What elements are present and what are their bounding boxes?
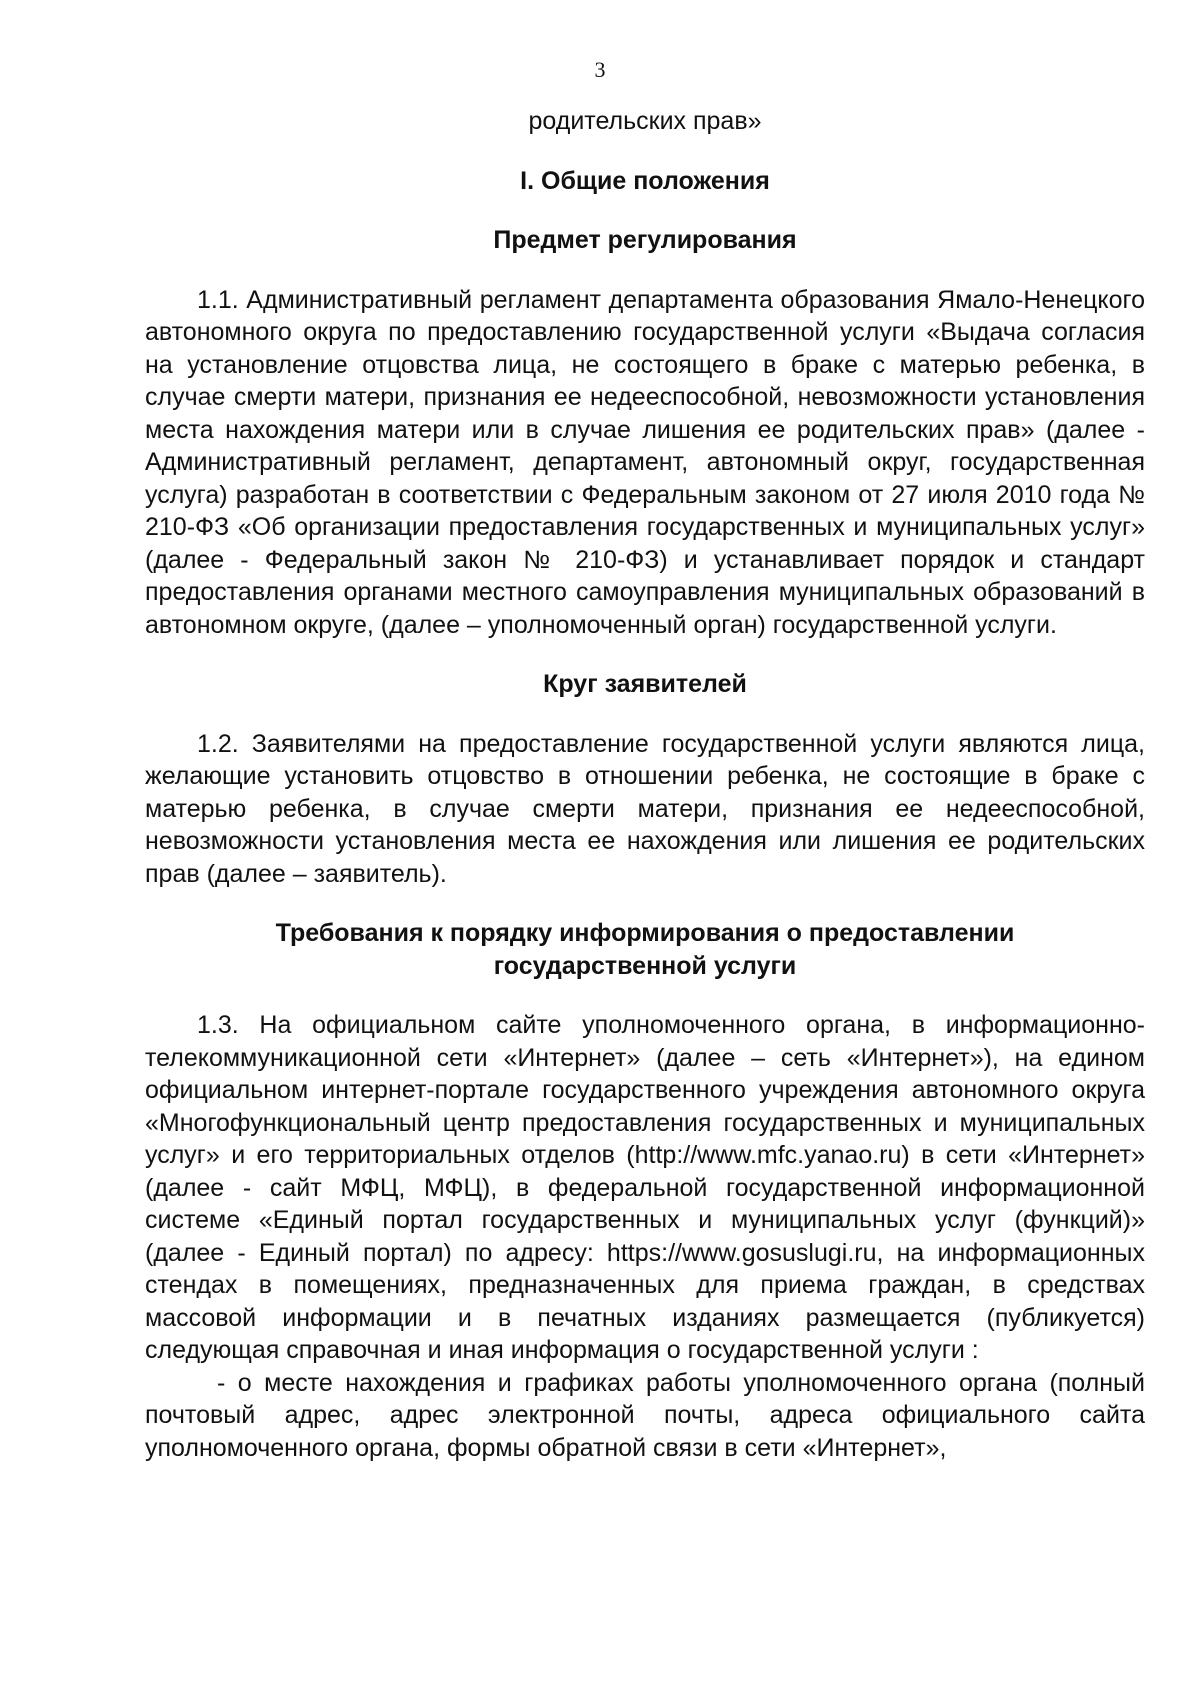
- paragraph-1-3: 1.3. На официальном сайте уполномоченного органа, в информационно-телекоммуникационной сети «Интернет» (далее – сеть «Интернет»), на едином официальном интернет-портале государственного учреждения автономного округа «Многофункциональный центр предоставления государственных и муниципальных услуг» и его территориальных отделов (http://www.mfc.yanao.ru) в сети «Интернет» (далее - сайт МФЦ, МФЦ), в федеральной государственной информационной системе «Единый портал государственных и муниципальных услуг (функций)» (далее - Единый портал) по адресу: https://www.gosuslugi.ru, на информационных стендах в помещениях, предназначенных для приема граждан, в средствах массовой информации и в печатных изданиях размещается (публикуется) следующая справочная и иная информация о государственной услуги :: [145, 1011, 1145, 1364]
- bullet-item: - о месте нахождения и графиках работы уполномоченного органа (полный почтовый адрес, адрес электронной почты, адреса официального сайта уполномоченного органа, формы обратной связи в сети «Интернет»,: [145, 1368, 1145, 1462]
- document-body: [145, 105, 1145, 1464]
- info-heading-line-2: государственной услуги: [493, 951, 797, 980]
- paragraph-1-2: 1.2. Заявителями на предоставление государственной услуги являются лица, желающие установить отцовство в отношении ребенка, не состоящие в браке с матерью ребенка, в случае смерти матери, признания ее недееспособной, невозможности установления места ее нахождения или лишения ее родительских прав (далее – заявитель).: [145, 729, 1145, 888]
- subject-heading: Предмет регулирования: [493, 226, 797, 254]
- section-title: I. Общие положения: [520, 166, 770, 195]
- fragment-line: родительских прав»: [528, 107, 762, 135]
- applicants-heading: Круг заявителей: [543, 670, 747, 698]
- info-heading-line-1: Требования к порядку информирования о предоставлении: [275, 919, 1015, 947]
- info-heading: [145, 917, 1145, 982]
- paragraph-1-1: 1.1. Административный регламент департамента образования Ямало-Ненецкого автономного округа по предоставлению государственной услуги «Выдача согласия на установление отцовства лица, не состоящего в браке с матерью ребенка, в случае смерти матери, признания ее недееспособной, невозможности установления места нахождения матери или в случае лишения ее родительских прав» (далее - Административный регламент, департамент, автономный округ, государственная услуга) разработан в соответствии с Федеральным законом от 27 июля 2010 года № 210-ФЗ «Об организации предоставления государственных и муниципальных услуг» (далее - Федеральный закон № 210-ФЗ) и устанавливает порядок и стандарт предоставления органами местного самоуправления муниципальных образований в автономном округе, (далее – уполномоченный орган) государственной услуги.: [145, 285, 1145, 639]
- page-number: 3: [594, 57, 606, 82]
